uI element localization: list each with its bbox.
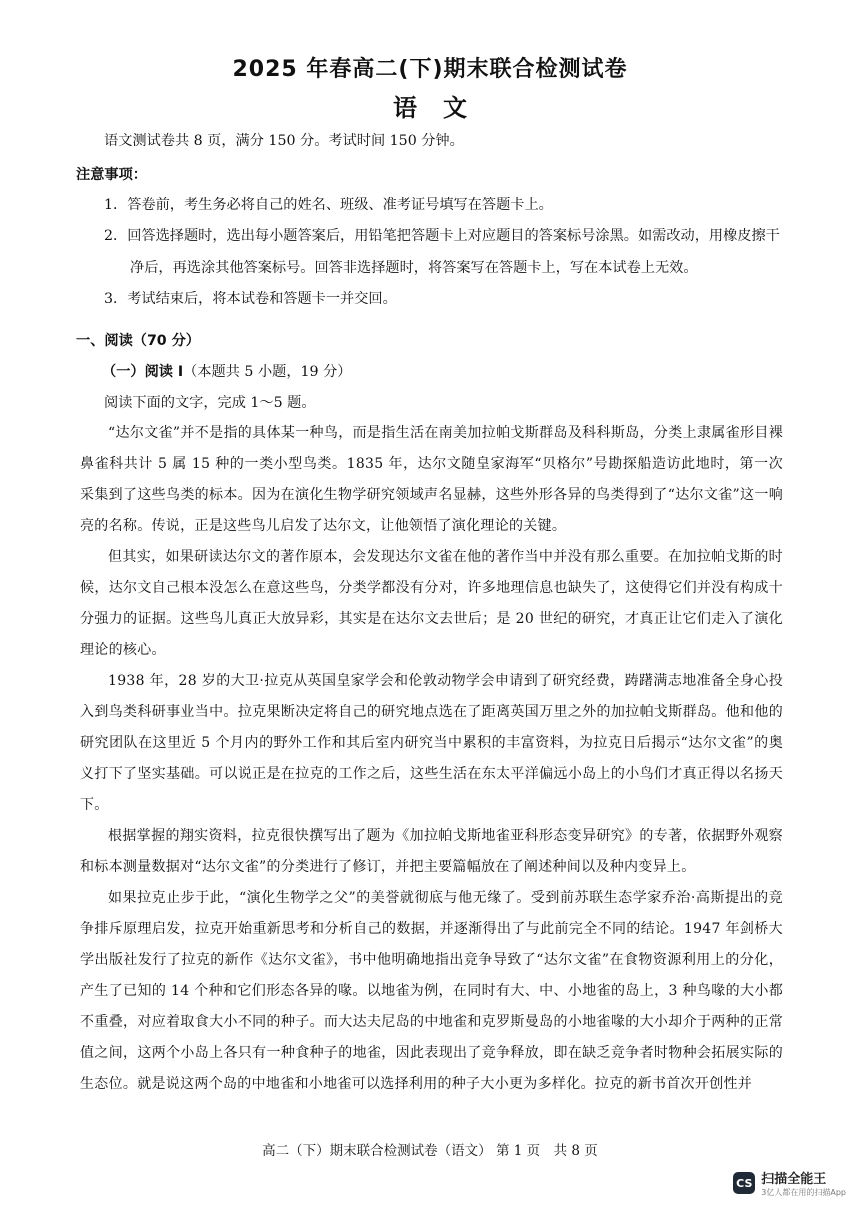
passage-paragraph-3: 1938 年，28 岁的大卫·拉克从英国皇家学会和伦敦动物学会申请到了研究经费，踌躇满志地准备全身心投入到鸟类科研事业当中。拉克果断决定将自己的研究地点选在了距离英国万里之外的加拉帕戈斯群岛。他和他的研究团队在这里近 5 个月内的野外工作和其后室内研究当中累积的丰富资料，为拉克日后揭示“达尔文雀”的奥义打下了坚实基础。可以说正是在拉克的工作之后，这些生活在东太平洋偏远小岛上的小鸟们才真正得以名扬天下。	[80, 673, 783, 813]
notes-item-3: 3．考试结束后，将本试卷和答题卡一并交回。	[104, 291, 397, 307]
passage-paragraph-4: 根据掌握的翔实资料，拉克很快撰写出了题为《加拉帕戈斯地雀亚科形态变异研究》的专著，依据野外观察和标本测量数据对“达尔文雀”的分类进行了修订，并把主要篇幅放在了阐述种间以及种内变异上。	[80, 828, 783, 875]
notes-item-1: 1．答卷前，考生务必将自己的姓名、班级、准考证号填写在答题卡上。	[104, 197, 553, 213]
subheading-detail: （本题共 5 小题，19 分）	[183, 364, 352, 380]
exam-title: 2025 年春高二(下)期末联合检测试卷	[232, 57, 628, 82]
notes-item-2-line-1: 2．回答选择题时，选出每小题答案后，用铅笔把答题卡上对应题目的答案标号涂黑。如需改动，用橡皮擦干	[104, 228, 780, 244]
watermark-tagline: 3亿人都在用的扫描App	[761, 1188, 846, 1197]
camscanner-logo-icon: CS	[733, 1172, 755, 1194]
passage-paragraph-2: 但其实，如果研读达尔文的著作原本，会发现达尔文雀在他的著作当中并没有那么重要。在加拉帕戈斯的时候，达尔文自己根本没怎么在意这些鸟，分类学都没有分对，许多地理信息也缺失了，这使得它们并没有构成十分强力的证据。这些鸟儿真正大放异彩，其实是在达尔文去世后；是 20 世纪的研究，才真正让它们走入了演化理论的核心。	[80, 549, 783, 658]
subheading-label: （一）阅读 I	[102, 364, 184, 380]
passage-paragraph-1: “达尔文雀”并不是指的具体某一种鸟，而是指生活在南美加拉帕戈斯群岛及科科斯岛，分类上隶属雀形目裸鼻雀科共计 5 属 15 种的一类小型鸟类。1835 年，达尔文随皇家海军“贝格尔”号勘探船造访此地时，第一次采集到了这些鸟类的标本。因为在演化生物学研究领域声名显赫，这些外形各异的鸟类得到了“达尔文雀”这一响亮的名称。传说，正是这些鸟儿启发了达尔文，让他领悟了演化理论的关键。	[80, 425, 783, 534]
section-subheading	[102, 362, 351, 382]
scanner-watermark	[733, 1168, 846, 1198]
watermark-name: 扫描全能王	[761, 1172, 827, 1187]
subject-title: 语文	[393, 94, 493, 122]
page-footer: 高二（下）期末联合检测试卷（语文） 第 1 页 共 8 页	[262, 1143, 598, 1159]
watermark-text	[761, 1168, 846, 1198]
section-heading: 一、阅读（70 分）	[76, 333, 200, 349]
notes-item-2-line-2: 净后，再选涂其他答案标号。回答非选择题时，将答案写在答题卡上，写在本试卷上无效。	[130, 260, 698, 276]
passage-paragraph-5: 如果拉克止步于此，“演化生物学之父”的美誉就彻底与他无缘了。受到前苏联生态学家乔治·高斯提出的竞争排斥原理启发，拉克开始重新思考和分析自己的数据，并逐渐得出了与此前完全不同的结论。1947 年剑桥大学出版社发行了拉克的新作《达尔文雀》，书中他明确地指出竞争导致了“达尔文雀”在食物资源利用上的分化，产生了已知的 14 个种和它们形态各异的喙。以地雀为例，在同时有大、中、小地雀的岛上，3 种鸟喙的大小都不重叠，对应着取食大小不同的种子。而大达夫尼岛的中地雀和克罗斯曼岛的小地雀喙的大小却介于两种的正常值之间，这两个小岛上各只有一种食种子的地雀，因此表现出了竞争释放，即在缺乏竞争者时物种会拓展实际的生态位。就是说这两个岛的中地雀和小地雀可以选择利用的种子大小更为多样化。拉克的新书首次开创性并	[80, 890, 783, 1092]
intro-text: 语文测试卷共 8 页，满分 150 分。考试时间 150 分钟。	[104, 133, 464, 149]
notes-heading: 注意事项：	[76, 167, 147, 183]
reading-passage	[80, 418, 783, 1100]
section-instruction: 阅读下面的文字，完成 1～5 题。	[104, 395, 316, 411]
